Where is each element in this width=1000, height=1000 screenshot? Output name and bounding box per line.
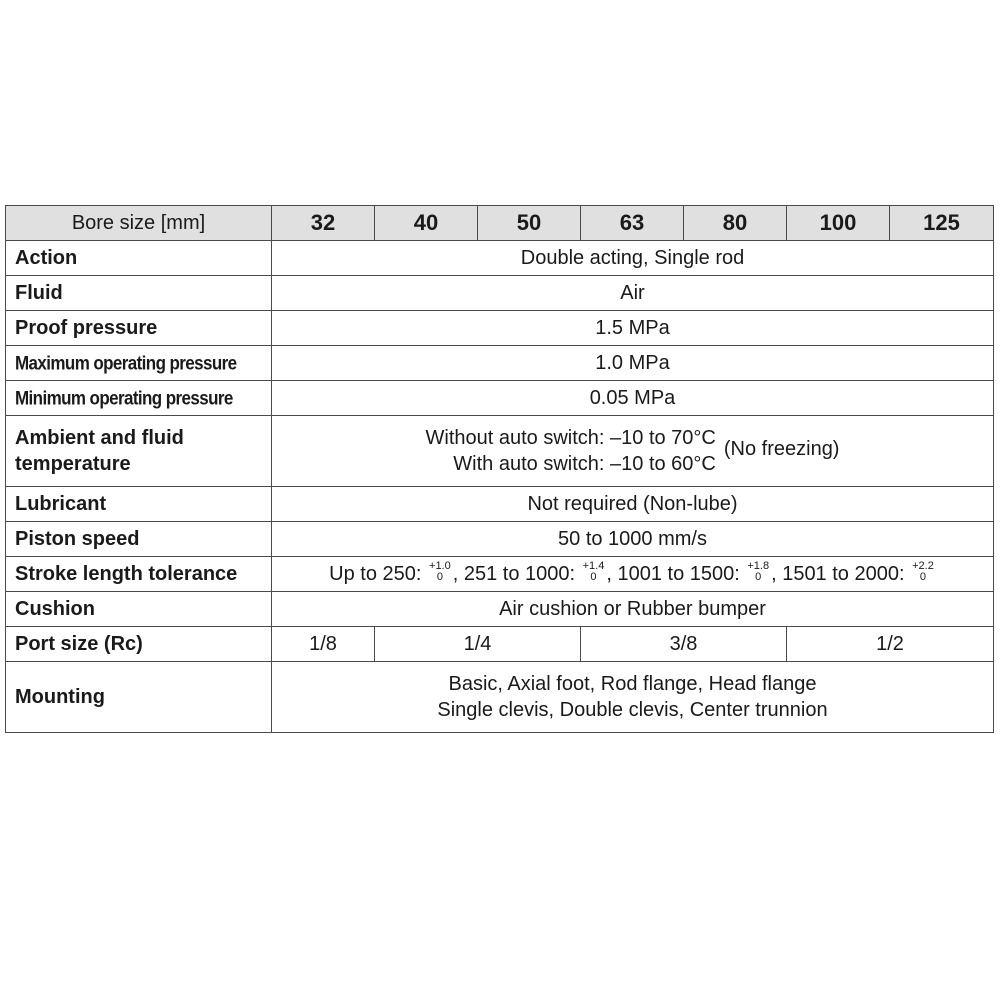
min-pressure-value: 0.05 MPa (272, 381, 994, 416)
stroke-seg3-lower: 0 (755, 570, 762, 583)
stroke-tolerance-value (272, 557, 994, 592)
lubricant-row (6, 487, 994, 522)
bore-50: 50 (478, 206, 581, 241)
stroke-seg2-upper: +1.4 (582, 559, 605, 572)
action-label: Action (6, 241, 272, 276)
min-pressure-row (6, 381, 994, 416)
proof-pressure-row (6, 311, 994, 346)
stroke-seg1-text: Up to 250: (329, 563, 428, 585)
temperature-note: (No freezing) (723, 438, 840, 460)
stroke-seg3-text: , 1001 to 1500: (606, 563, 746, 585)
bore-125: 125 (890, 206, 994, 241)
lubricant-label: Lubricant (6, 487, 272, 522)
stroke-seg3-tolerance (747, 561, 769, 583)
port-size-100-125: 1/2 (787, 627, 994, 662)
bore-63: 63 (581, 206, 684, 241)
temperature-row (6, 416, 994, 487)
mounting-label: Mounting (6, 662, 272, 733)
action-value: Double acting, Single rod (272, 241, 994, 276)
max-pressure-value: 1.0 MPa (272, 346, 994, 381)
temperature-with-switch: With auto switch: –10 to 60°C (453, 453, 716, 475)
bore-100: 100 (787, 206, 890, 241)
stroke-seg1-upper: +1.0 (429, 559, 451, 572)
mounting-value (272, 662, 994, 733)
fluid-row (6, 276, 994, 311)
stroke-seg2-text: , 251 to 1000: (452, 563, 581, 585)
action-row (6, 241, 994, 276)
proof-pressure-label: Proof pressure (6, 311, 272, 346)
stroke-seg1-tolerance (429, 561, 451, 583)
piston-speed-value: 50 to 1000 mm/s (272, 522, 994, 557)
stroke-seg1-lower: 0 (436, 570, 443, 583)
stroke-seg2-tolerance (583, 561, 605, 583)
stroke-seg4-text: , 1501 to 2000: (771, 563, 911, 585)
port-size-row (6, 627, 994, 662)
stroke-seg3-upper: +1.8 (747, 559, 770, 572)
min-pressure-label: Minimum operating pressure (6, 378, 272, 417)
header-row (6, 206, 994, 241)
bore-40: 40 (375, 206, 478, 241)
specifications-table (5, 205, 994, 733)
cushion-value: Air cushion or Rubber bumper (272, 592, 994, 627)
temperature-label-line2: temperature (15, 453, 131, 475)
temperature-label-line1: Ambient and fluid (15, 427, 184, 449)
cushion-row (6, 592, 994, 627)
port-size-32: 1/8 (272, 627, 375, 662)
port-size-63-80: 3/8 (581, 627, 787, 662)
max-pressure-label: Maximum operating pressure (6, 343, 272, 382)
bore-size-label: Bore size [mm] (6, 206, 272, 241)
mounting-row (6, 662, 994, 733)
port-size-40-50: 1/4 (375, 627, 581, 662)
bore-80: 80 (684, 206, 787, 241)
max-pressure-row (6, 346, 994, 381)
stroke-seg4-upper: +2.2 (912, 559, 934, 572)
stroke-seg2-lower: 0 (590, 570, 597, 583)
piston-speed-label: Piston speed (6, 522, 272, 557)
piston-speed-row (6, 522, 994, 557)
port-size-label: Port size (Rc) (6, 627, 272, 662)
cushion-label: Cushion (6, 592, 272, 627)
mounting-line1: Basic, Axial foot, Rod flange, Head flange (448, 673, 817, 695)
stroke-tolerance-label: Stroke length tolerance (6, 557, 272, 592)
temperature-label (6, 416, 272, 487)
temperature-without-switch: Without auto switch: –10 to 70°C (425, 427, 716, 449)
fluid-value: Air (272, 276, 994, 311)
bore-32: 32 (272, 206, 375, 241)
proof-pressure-value: 1.5 MPa (272, 311, 994, 346)
stroke-seg4-lower: 0 (919, 570, 927, 583)
stroke-seg4-tolerance (912, 561, 934, 583)
fluid-label: Fluid (6, 276, 272, 311)
lubricant-value: Not required (Non-lube) (272, 487, 994, 522)
mounting-line2: Single clevis, Double clevis, Center trunnion (437, 699, 828, 721)
stroke-tolerance-row (6, 557, 994, 592)
temperature-value (272, 416, 994, 487)
